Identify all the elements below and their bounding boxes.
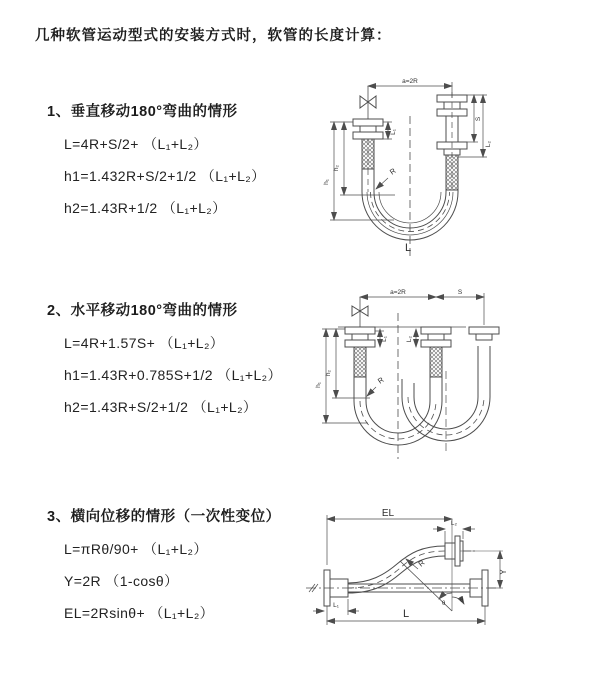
valve-icon (360, 86, 376, 119)
formula-h2: h2=1.43R+1/2 （L₁+L₂） (64, 200, 227, 216)
dim-label-h1: h₁ (315, 382, 322, 388)
section-3-heading: 3、横向位移的情形（一次性变位） (47, 509, 281, 525)
right-flange-fitting (469, 327, 499, 340)
dim-label-l: L (402, 608, 410, 620)
formula-h1: h1=1.43R+0.785S+1/2 （L₁+L₂） (64, 367, 282, 383)
dim-label-h2: h₂ (333, 164, 340, 172)
dim-label-l1: L₁ (381, 336, 388, 342)
angle-label: θ (442, 601, 446, 607)
dim-label-s: S (457, 289, 463, 296)
length-label: L (404, 242, 412, 254)
section-horizontal-movement (47, 299, 282, 417)
hose-u-drawing (338, 297, 499, 459)
dim-label-el: EL (381, 508, 395, 519)
dim-label-y: Y (499, 569, 508, 575)
dim-label-l1: L₁ (333, 602, 339, 609)
formula-length: L=4R+1.57S+ （L₁+L₂） (64, 335, 225, 351)
braided-hose-section (430, 347, 442, 377)
middle-flange-fitting (421, 327, 451, 347)
hose-u-drawing (353, 86, 467, 256)
braided-hose-section (362, 139, 374, 169)
left-flange-fitting (353, 119, 383, 139)
formula-h1: h1=1.432R+S/2+1/2 （L₁+L₂） (64, 168, 266, 184)
dimension-lines (322, 293, 484, 423)
left-flange-fitting (345, 327, 375, 347)
formula-length: L=4R+S/2+ （L₁+L₂） (64, 136, 208, 152)
dim-label-a2r: a=2R (390, 289, 406, 296)
radius-label: R (387, 166, 398, 177)
dim-label-h2: h₂ (325, 369, 332, 377)
hose-wall (348, 556, 445, 593)
section-vertical-movement (47, 100, 266, 218)
hose-s-curve-drawing (306, 536, 496, 611)
dim-label-l2: L₂ (450, 520, 458, 527)
dim-label-s: S (475, 116, 482, 122)
braided-hose-section (354, 347, 366, 377)
section-lateral-displacement (47, 505, 281, 623)
section-1-formulas (64, 135, 266, 218)
braided-hose-section (446, 155, 458, 190)
formula-el: EL=2Rsinθ+ （L₁+L₂） (64, 605, 215, 621)
dim-label-l2: L₂ (485, 140, 492, 148)
dim-label-l2: L₂ (406, 335, 413, 343)
section-2-formulas (64, 334, 282, 417)
valve-icon (352, 297, 368, 327)
formula-y: Y=2R （1-cosθ） (64, 573, 179, 589)
dim-label-h1: h₁ (323, 179, 330, 185)
section-1-heading: 1、垂直移动180°弯曲的情形 (47, 104, 238, 120)
formula-length: L=πRθ/90+ （L₁+L₂） (64, 541, 208, 557)
formula-h2: h2=1.43R+S/2+1/2 （L₁+L₂） (64, 399, 258, 415)
diagram-lateral-displacement (300, 503, 600, 671)
diagram-horizontal-180-bend (310, 283, 600, 465)
dim-label-a2r: a=2R (402, 78, 418, 85)
dimension-lines (330, 82, 487, 220)
radius-label: R (416, 558, 427, 569)
radius-label: R (375, 375, 386, 386)
section-2-heading: 2、水平移动180°弯曲的情形 (47, 303, 238, 319)
page-title: 几种软管运动型式的安装方式时，软管的长度计算： (35, 28, 392, 44)
section-3-formulas (64, 540, 281, 623)
hose-wall (348, 546, 445, 583)
diagram-vertical-180-bend (312, 72, 600, 260)
dim-label-l1: L₁ (390, 129, 397, 135)
angle-label: θ (460, 598, 464, 604)
